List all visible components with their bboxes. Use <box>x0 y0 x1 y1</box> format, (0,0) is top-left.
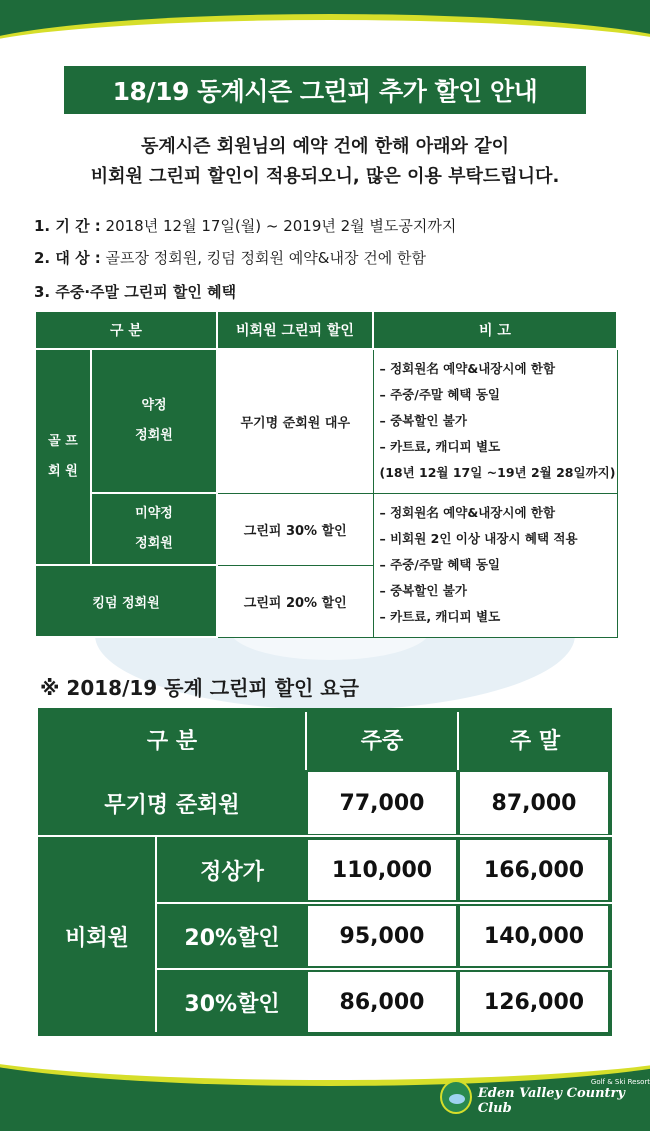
brand-tagline: Golf & Ski Resort <box>590 1078 650 1086</box>
kingdom-member-label: 킹덤 정회원 <box>35 565 217 637</box>
target-info <box>34 248 426 268</box>
benefit-heading: 3. 주중·주말 그린피 할인 혜택 <box>34 283 237 301</box>
note-item: – 정회원名 예약&내장시에 한함 <box>379 505 556 520</box>
associate-label: 무기명 준회원 <box>104 792 240 818</box>
fee-table <box>38 708 612 1036</box>
contract-label-1: 약정 <box>141 398 167 413</box>
discount-30-label: 30%할인 <box>184 991 280 1017</box>
discount-20-label: 20%할인 <box>184 925 280 951</box>
top-frame <box>0 0 650 60</box>
group-label-line-2: 회 원 <box>48 464 78 479</box>
associate-weekday: 77,000 <box>308 772 456 834</box>
brand-name: Eden Valley Country Club <box>477 1086 625 1116</box>
fee-section-title: ※ 2018/19 동계 그린피 할인 요금 <box>40 676 359 700</box>
page-title: 18/19 동계시즌 그린피 추가 할인 안내 <box>64 66 586 114</box>
noncontract-member-label <box>91 493 217 565</box>
note-item: – 카트료, 캐디피 별도 <box>379 439 501 455</box>
note-item: – 중복할인 불가 <box>379 413 467 429</box>
regular-weekend: 166,000 <box>460 840 608 900</box>
regular-weekday: 110,000 <box>308 840 456 900</box>
note-item: – 주중/주말 혜택 동일 <box>379 557 500 572</box>
noncontract-label-1: 미약정 <box>135 506 173 521</box>
fee-header-weekday: 주중 <box>360 728 404 754</box>
discount-20-weekday: 95,000 <box>308 906 456 966</box>
note-item: – 비회원 2인 이상 내장시 혜택 적용 <box>379 531 578 546</box>
noncontract-label-2: 정회원 <box>135 536 173 551</box>
note-item: – 중복할인 불가 <box>379 583 467 598</box>
intro-line-2: 비회원 그린피 할인이 적용되오니, 많은 이용 부탁드립니다. <box>90 166 560 187</box>
period-value: 2018년 12월 17일(월) ~ 2019년 2월 별도공지까지 <box>100 217 457 235</box>
discount-20-weekend: 140,000 <box>460 906 608 966</box>
note-item: – 주중/주말 혜택 동일 <box>379 387 500 403</box>
discount-30-weekday: 86,000 <box>308 972 456 1032</box>
contract-member-label <box>91 349 217 493</box>
regular-price-label: 정상가 <box>200 859 264 885</box>
fee-header-category: 구 분 <box>146 728 198 754</box>
contract-label-2: 정회원 <box>135 428 173 443</box>
group-golf-member <box>35 349 91 565</box>
brand-logo <box>440 1078 650 1116</box>
discount-30-weekend: 126,000 <box>460 972 608 1032</box>
header-remarks: 비 고 <box>373 311 617 349</box>
target-value: 골프장 정회원, 킹덤 정회원 예약&내장 건에 한함 <box>100 249 426 267</box>
resort-emblem-icon <box>440 1080 472 1114</box>
associate-weekend: 87,000 <box>460 772 608 834</box>
header-category: 구 분 <box>35 311 217 349</box>
note-item: – 정회원名 예약&내장시에 한함 <box>379 361 556 377</box>
noncontract-discount: 그린피 30% 할인 <box>217 493 373 565</box>
nonmember-label: 비회원 <box>65 926 129 951</box>
kingdom-discount: 그린피 20% 할인 <box>217 565 373 637</box>
group-label-line-1: 골 프 <box>48 434 78 449</box>
contract-notes <box>373 349 617 493</box>
intro-text <box>0 132 650 192</box>
intro-line-1: 동계시즌 회원님의 예약 건에 한해 아래와 같이 <box>141 136 509 157</box>
period-label: 1. 기 간 : <box>34 217 101 235</box>
noncontract-notes <box>373 493 617 637</box>
note-item: (18년 12월 17일 ~19년 2월 28일까지) <box>379 465 616 481</box>
benefit-table <box>34 310 618 638</box>
header-discount: 비회원 그린피 할인 <box>217 311 373 349</box>
target-label: 2. 대 상 : <box>34 249 101 267</box>
contract-discount: 무기명 준회원 대우 <box>217 349 373 493</box>
note-item: – 카트료, 캐디피 별도 <box>379 609 501 624</box>
fee-header-weekend: 주 말 <box>509 728 561 754</box>
period-info <box>34 216 456 236</box>
